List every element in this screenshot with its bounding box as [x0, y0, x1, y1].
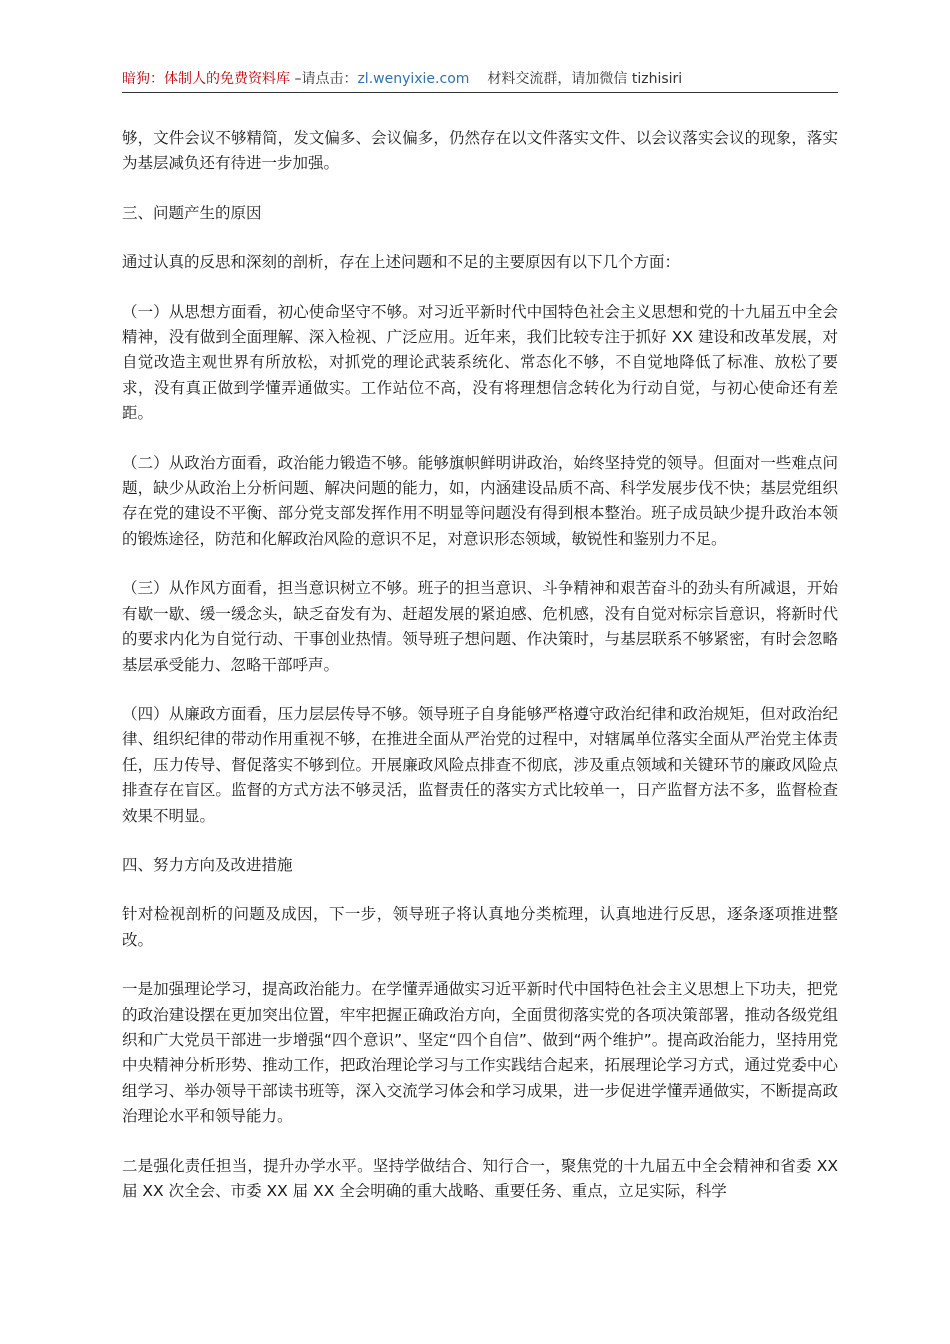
header-brand: 暗狗：体制人的免费资料库 — [122, 71, 290, 87]
page-header — [122, 66, 838, 93]
paragraph-cause-thought: （一）从思想方面看，初心使命坚守不够。对习近平新时代中国特色社会主义思想和党的十九届五中全会精神，没有做到全面理解、深入检视、广泛应用。近年来，我们比较专注于抓好 XX 建设和改革发展，对自觉改造主观世界有所放松，对抓党的理论武装系统化、常态化不够，不自觉地降低了标准、放松了要求，没有真正做到学懂弄通做实。工作站位不高，没有将理想信念转化为行动自觉，与初心使命还有差距。 — [122, 302, 838, 423]
paragraph-measure-one: 一是加强理论学习，提高政治能力。在学懂弄通做实习近平新时代中国特色社会主义思想上下功夫，把党的政治建设摆在更加突出位置，牢牢把握正确政治方向，全面贯彻落实党的各项决策部署，推动各级党组织和广大党员干部进一步增强“四个意识”、坚定“四个自信”、做到“两个维护”。提高政治能力，坚持用党中央精神分析形势、推动工作，把政治理论学习与工作实践结合起来，拓展理论学习方式，通过党委中心组学习、举办领导干部读书班等，深入交流学习体会和学习成果，进一步促进学懂弄通做实，不断提高政治理论水平和领导能力。 — [122, 980, 838, 1126]
header-separator: –请点击： — [290, 71, 358, 87]
paragraph-cause-politics: （二）从政治方面看，政治能力锻造不够。能够旗帜鲜明讲政治，始终坚持党的领导。但面对一些难点问题，缺少从政治上分析问题、解决问题的能力，如，内涵建设品质不高、科学发展步伐不快；基层党组织存在党的建设不平衡、部分党支部发挥作用不明显等问题没有得到根本整治。班子成员缺少提升政治本领的锻炼途径，防范和化解政治风险的意识不足，对意识形态领域，敏锐性和鉴别力不足。 — [122, 453, 838, 548]
header-group-info: 材料交流群，请加微信 tizhisiri — [487, 71, 683, 87]
section-heading-measures: 四、努力方向及改进措施 — [122, 855, 293, 874]
paragraph-continuation: 够，文件会议不够精简，发文偏多、会议偏多，仍然存在以文件落实文件、以会议落实会议的现象，落实为基层减负还有待进一步加强。 — [122, 129, 838, 173]
header-url-link[interactable]: zl.wenyixie.com — [357, 71, 470, 87]
paragraph-measure-two: 二是强化责任担当，提升办学水平。坚持学做结合、知行合一，聚焦党的十九届五中全会精神和省委 XX 届 XX 次全会、市委 XX 届 XX 全会明确的重大战略、重要任务、重点，立足实际，科学 — [122, 1156, 838, 1200]
document-body — [122, 126, 838, 1228]
paragraph-measures-intro: 针对检视剖析的问题及成因，下一步，领导班子将认真地分类梳理，认真地进行反思，逐条逐项推进整改。 — [122, 905, 838, 949]
section-heading-causes: 三、问题产生的原因 — [122, 203, 262, 222]
paragraph-cause-style: （三）从作风方面看，担当意识树立不够。班子的担当意识、斗争精神和艰苦奋斗的劲头有所减退，开始有歇一歇、缓一缓念头，缺乏奋发有为、赶超发展的紧迫感、危机感，没有自觉对标宗旨意识，将新时代的要求内化为自觉行动、干事创业热情。领导班子想问题、作决策时，与基层联系不够紧密，有时会忽略基层承受能力、忽略干部呼声。 — [122, 579, 838, 674]
paragraph-cause-integrity: （四）从廉政方面看，压力层层传导不够。领导班子自身能够严格遵守政治纪律和政治规矩，但对政治纪律、组织纪律的带动作用重视不够，在推进全面从严治党的过程中，对辖属单位落实全面从严治党主体责任，压力传导、督促落实不够到位。开展廉政风险点排查不彻底，涉及重点领域和关键环节的廉政风险点排查存在盲区。监督的方式方法不够灵活，监督责任的落实方式比较单一，日产监督方法不多，监督检查效果不明显。 — [122, 704, 838, 825]
paragraph-causes-intro: 通过认真的反思和深刻的剖析，存在上述问题和不足的主要原因有以下几个方面： — [122, 253, 681, 272]
